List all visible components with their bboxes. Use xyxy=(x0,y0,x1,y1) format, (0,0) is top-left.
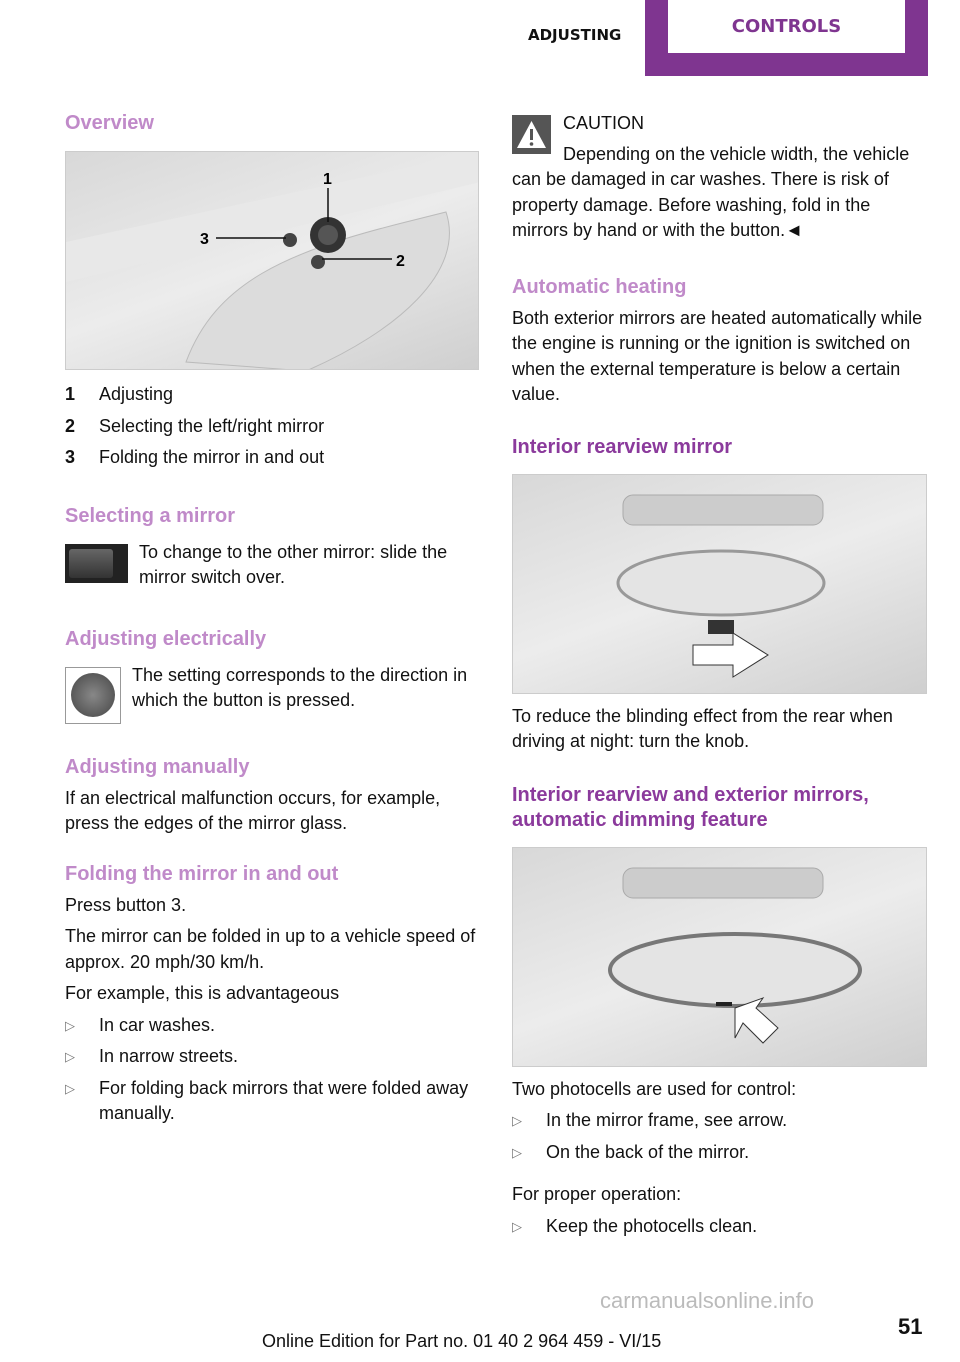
electric-text: The setting corresponds to the direction in which the button is pressed. xyxy=(132,664,468,710)
selecting-row xyxy=(65,540,483,591)
mirror-switch-icon xyxy=(65,544,128,583)
callout-3: 3 xyxy=(200,231,209,248)
electric-row xyxy=(65,663,483,724)
watermark: carmanualsonline.info xyxy=(600,1288,815,1313)
chapter-label: CONTROLS xyxy=(668,0,905,53)
legend-num: 2 xyxy=(65,415,76,436)
heading-selecting: Selecting a mirror xyxy=(65,504,236,527)
bullet-icon: ▷ xyxy=(512,1113,522,1128)
interior-mirror-illustration xyxy=(513,475,926,693)
manual-text: If an electrical malfunction occurs, for example, press the edges of the mirror glass. xyxy=(65,787,441,833)
legend-num: 1 xyxy=(65,384,76,404)
heading-heating: Automatic heating xyxy=(512,275,687,298)
legend-text: Adjusting xyxy=(99,384,174,404)
legend-text: Selecting the left/right mirror xyxy=(99,415,325,436)
section-label: ADJUSTING xyxy=(528,26,622,44)
folding-body xyxy=(65,893,483,1127)
warning-icon xyxy=(512,115,551,154)
folding-p2: The mirror can be folded in up to a vehicle speed of approx. 20 mph/30 km/h. xyxy=(65,926,476,972)
folding-p3: For example, this is advantageous xyxy=(65,983,340,1003)
list-item-text: In narrow streets. xyxy=(99,1046,239,1066)
list-item xyxy=(512,1108,927,1134)
caution-label: CAUTION xyxy=(563,113,644,133)
legend-num: 3 xyxy=(65,447,76,467)
heading-folding: Folding the mirror in and out xyxy=(65,862,339,885)
heading-manual: Adjusting manually xyxy=(65,755,250,778)
callout-1: 1 xyxy=(323,171,332,188)
page-number: 51 xyxy=(898,1314,923,1339)
heating-text: Both exterior mirrors are heated automatically while the engine is running or the ignition is switched on when the external temperature is below a certain value. xyxy=(512,307,923,404)
chapter-tab[interactable] xyxy=(645,0,928,76)
heading-interior: Interior rearview mirror xyxy=(512,435,733,458)
list-item-text: In the mirror frame, see arrow. xyxy=(546,1110,788,1130)
list-item-text: In car washes. xyxy=(99,1014,216,1035)
list-item xyxy=(65,1044,483,1070)
folding-p1: Press button 3. xyxy=(65,894,187,915)
bullet-icon: ▷ xyxy=(512,1218,522,1234)
heading-overview: Overview xyxy=(65,112,154,134)
right-column xyxy=(512,111,927,1239)
bullet-icon: ▷ xyxy=(65,1049,75,1064)
dimming-body xyxy=(512,1077,927,1240)
list-item-text: On the back of the mirror. xyxy=(546,1141,750,1162)
bullet-icon: ▷ xyxy=(65,1017,75,1033)
door-switch-illustration xyxy=(66,152,478,369)
list-item xyxy=(512,1140,927,1166)
list-item xyxy=(65,1076,483,1127)
list-item-text: For folding back mirrors that were folded away manually. xyxy=(99,1077,469,1123)
left-column xyxy=(65,110,483,1127)
selecting-text: To change to the other mirror: slide the mirror switch over. xyxy=(139,541,448,587)
direction-pad-icon xyxy=(65,667,121,724)
caution-text: Depending on the vehicle width, the vehicle can be damaged in car washes. There is risk of property damage. Before washing, fold in the mirrors by hand or with the button.◄ xyxy=(512,143,910,240)
caution-block xyxy=(512,111,927,244)
footer-edition: Online Edition for Part no. 01 40 2 964 459 - VI/15 xyxy=(262,1331,662,1351)
legend-text: Folding the mirror in and out xyxy=(99,447,325,467)
door-switch-image xyxy=(65,151,479,370)
interior-text: To reduce the blinding effect from the rear when driving at night: turn the knob. xyxy=(512,705,893,751)
bullet-icon: ▷ xyxy=(512,1144,522,1160)
interior-mirror-image xyxy=(512,474,927,694)
list-item xyxy=(65,1013,483,1039)
callout-2: 2 xyxy=(396,253,405,270)
dimming-p2: For proper operation: xyxy=(512,1184,682,1204)
dimming-mirror-illustration xyxy=(513,848,926,1066)
dimming-p1: Two photocells are used for control: xyxy=(512,1078,797,1099)
list-item-text: Keep the photocells clean. xyxy=(546,1215,758,1236)
list-item xyxy=(512,1214,927,1240)
heading-electric: Adjusting electrically xyxy=(65,627,267,650)
heading-dimming: Interior rearview and exterior mirrors, automatic dimming feature xyxy=(512,783,869,831)
overview-legend xyxy=(65,382,483,471)
dimming-mirror-image xyxy=(512,847,927,1067)
bullet-icon: ▷ xyxy=(65,1080,75,1096)
